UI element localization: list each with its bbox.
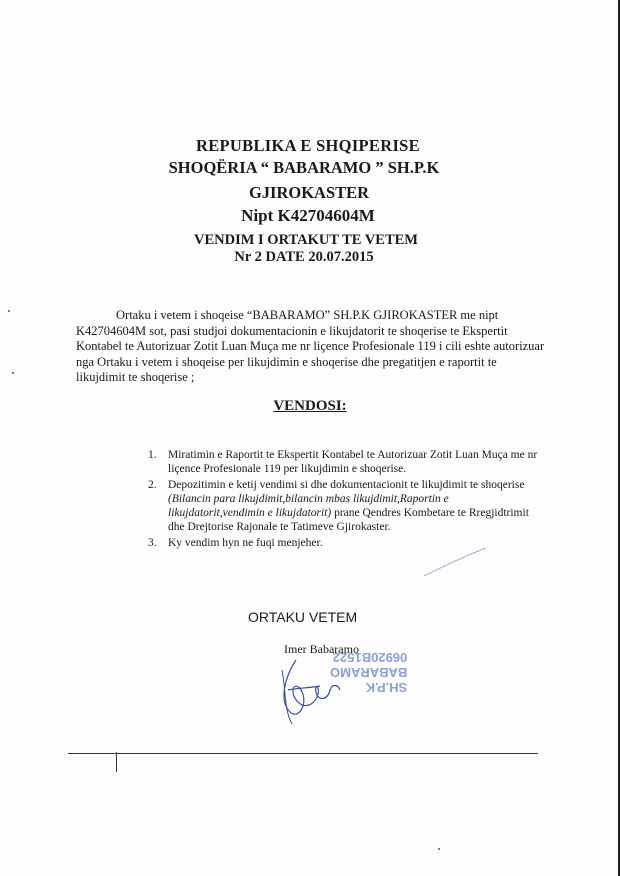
decision-list — [148, 448, 538, 552]
list-item-documents: (Bilancin para likujdimit,bilancin mbas likujdimit,Raportin e likujdatorit,vendimin e likujdatorit) — [168, 493, 449, 519]
header-nipt: Nipt K42704604M — [241, 206, 375, 225]
stamp-line: SH.P.K — [365, 680, 408, 695]
stamp-line: 06920B1522 — [332, 650, 408, 665]
company-stamp — [330, 650, 407, 695]
header-republic: REPUBLIKA E SHQIPERISE — [196, 136, 420, 155]
signer-role: ORTAKU VETEM — [248, 609, 358, 625]
intro-paragraph — [76, 308, 546, 386]
header-decision-title: VENDIM I ORTAKUT TE VETEM — [193, 232, 418, 248]
list-item-number: 2. — [148, 479, 157, 491]
header-city: GJIROKASTER — [248, 183, 370, 202]
list-item — [148, 448, 538, 476]
scan-speck — [8, 310, 10, 312]
stamp-line: BABARAMO — [330, 665, 408, 680]
header-company: SHOQËRIA “ BABARAMO ” SH.P.K — [168, 158, 440, 177]
scan-speck — [12, 372, 14, 374]
list-item-text: Miratimin e Raportit te Ekspertit Kontabel te Autorizuar Zotit Luan Muça me nr liçence Profesionale 119 per likujdimin e shoqerise. — [168, 449, 538, 475]
list-item-text: Depozitimin e ketij vendimi si dhe dokumentacionit te likujdimit te shoqerise — [168, 479, 525, 491]
header-decision-number: Nr 2 DATE 20.07.2015 — [234, 249, 374, 265]
list-item-number: 1. — [148, 449, 157, 461]
scan-speck — [438, 848, 440, 850]
list-item-text: Ky vendim hyn ne fuqi menjeher. — [168, 537, 323, 549]
signer-name: Imer Babaramo — [284, 642, 359, 656]
footer-rule — [68, 753, 538, 754]
pen-mark — [420, 540, 490, 580]
intro-text: Ortaku i vetem i shoqeise “BABARAMO” SH.P.K GJIROKASTER me nipt K42704604M sot, pasi studjoi dokumentacionin e likujdatorit te shoqerise te Ekspertit Kontabel te Autorizuar Zotit Luan Muça me nr liçence Profesionale 119 i cili eshte autorizuar nga Ortaku i vetem i shoqeise per likujdimin e shoqerise dhe pregatitjen e raportit te likujdimit te shoqerise ; — [76, 308, 545, 384]
footer-tick — [116, 752, 117, 772]
list-item-text-end: prane Qendres Kombetare te Rregjidtrimit dhe Drejtorise Rajonale te Tatimeve Gjirokaster. — [168, 507, 529, 533]
list-item-number: 3. — [148, 537, 157, 549]
list-item — [148, 478, 538, 534]
decision-title: VENDOSI: — [273, 398, 347, 414]
